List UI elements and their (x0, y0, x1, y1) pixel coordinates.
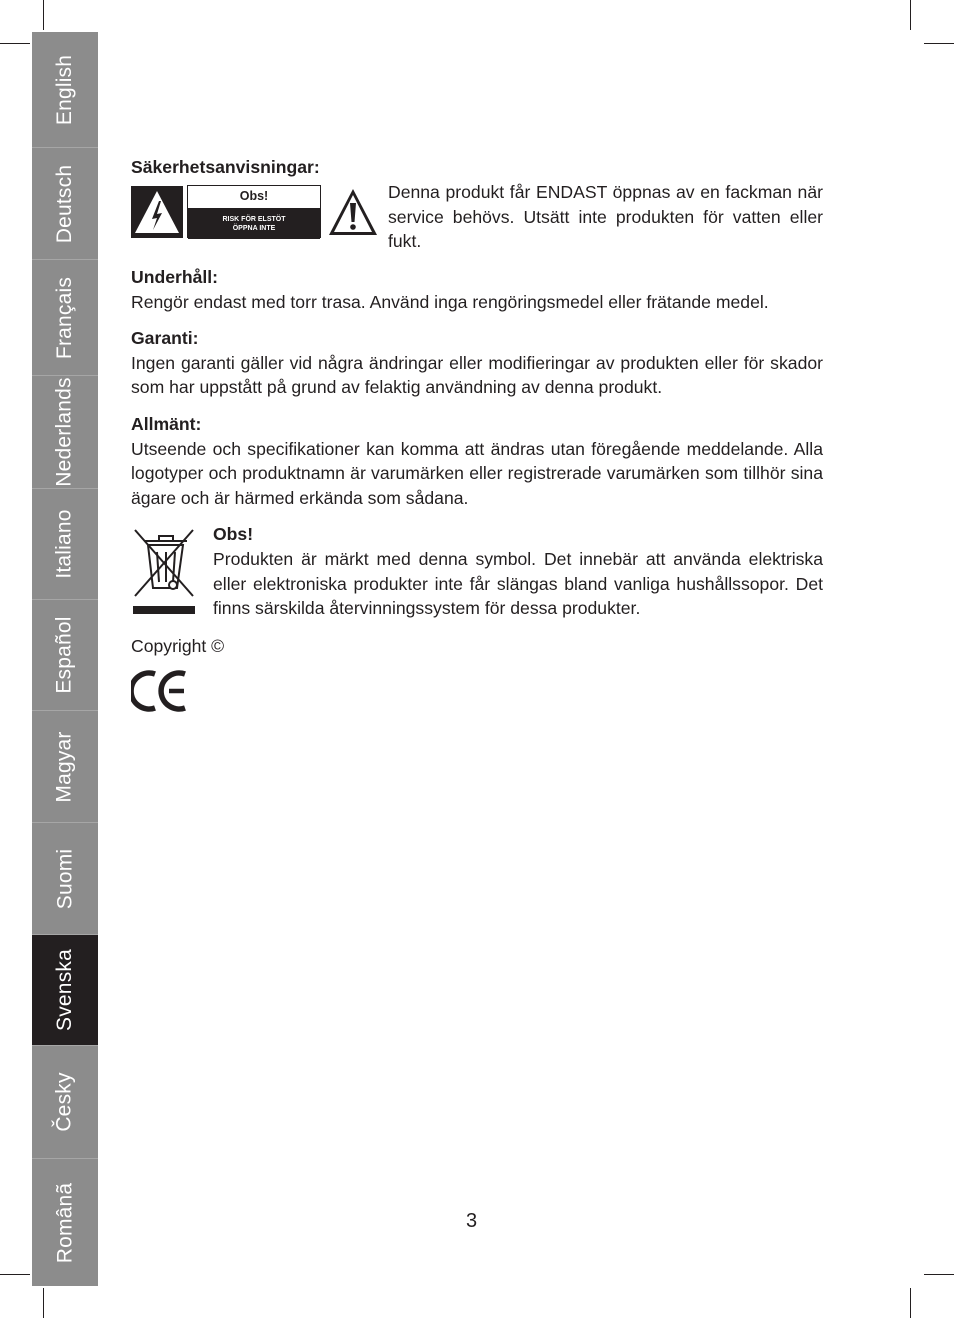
crop-mark (910, 1288, 911, 1318)
weee-notice-section (131, 522, 823, 624)
language-tab-nederlands[interactable]: Nederlands (32, 376, 98, 489)
language-tab-romana[interactable]: Românã (53, 1182, 77, 1263)
weee-notice-text-block (213, 522, 823, 620)
general-section (131, 412, 823, 510)
weee-notice-text: Produkten är märkt med denna symbol. Det innebär att använda elektriska eller elektroniska produkter inte får slängas bland vanliga hushållssopor. Det finns särskilda återvinningssystem för dessa produkter. (213, 548, 823, 619)
language-tab-magyar[interactable]: Magyar (32, 711, 98, 823)
crop-mark (924, 43, 954, 44)
warranty-section (131, 326, 823, 400)
crop-mark (43, 0, 44, 30)
safety-section (131, 155, 823, 253)
caution-label-warning: RISK FÖR ELSTÖT ÖPPNA INTE (188, 209, 320, 239)
language-tab-svenska[interactable]: Svenska (32, 935, 98, 1046)
exclamation-warning-icon (327, 186, 379, 238)
safety-text: Denna produkt får ENDAST öppnas av en fackman när service behövs. Utsätt inte produkten för vatten eller fukt. (388, 182, 823, 252)
language-tab-deutsch[interactable]: Deutsch (32, 148, 98, 260)
language-tab-francais[interactable]: Français (32, 260, 98, 376)
weee-notice-heading: Obs! (213, 524, 254, 545)
crop-mark (0, 1274, 30, 1275)
ce-mark-icon (131, 669, 189, 713)
warranty-heading: Garanti: (131, 328, 199, 349)
warning-label-group (131, 184, 379, 240)
caution-label (187, 185, 321, 238)
language-tab-italiano[interactable]: Italiano (32, 489, 98, 600)
language-tab-espanol[interactable]: Español (32, 600, 98, 711)
warranty-text: Ingen garanti gäller vid några ändringar eller modifieringar av produkten eller för skador som har uppstått på grund av felaktig användning av denna produkt. (131, 352, 823, 398)
caution-label-title: Obs! (188, 186, 320, 209)
crop-mark (43, 1288, 44, 1318)
language-sidebar (32, 32, 98, 1286)
safety-heading: Säkerhetsanvisningar: (131, 157, 320, 177)
crop-mark (924, 1274, 954, 1275)
maintenance-heading: Underhåll: (131, 267, 218, 287)
page-content (131, 155, 823, 713)
crossed-out-bin-icon (131, 526, 197, 618)
electric-shock-warning-icon (131, 186, 183, 238)
maintenance-text: Rengör endast med torr trasa. Använd inga rengöringsmedel eller frätande medel. (131, 291, 769, 312)
language-tab-suomi[interactable]: Suomi (32, 823, 98, 935)
copyright-text: Copyright © (131, 636, 225, 657)
language-tab-english[interactable]: English (32, 32, 98, 148)
language-tab-cesky[interactable]: Česky (32, 1046, 98, 1159)
page-number: 3 (466, 1210, 478, 1232)
maintenance-section (131, 265, 823, 314)
crop-mark (910, 0, 911, 30)
crop-mark (0, 43, 30, 44)
general-heading: Allmänt: (131, 413, 202, 434)
general-text: Utseende och specifikationer kan komma att ändras utan föregående meddelande. Alla logotyper och produktnamn är varumärken eller registrerade varumärken som tillhör sina ägare och är härmed erkända som sådana. (131, 438, 823, 508)
